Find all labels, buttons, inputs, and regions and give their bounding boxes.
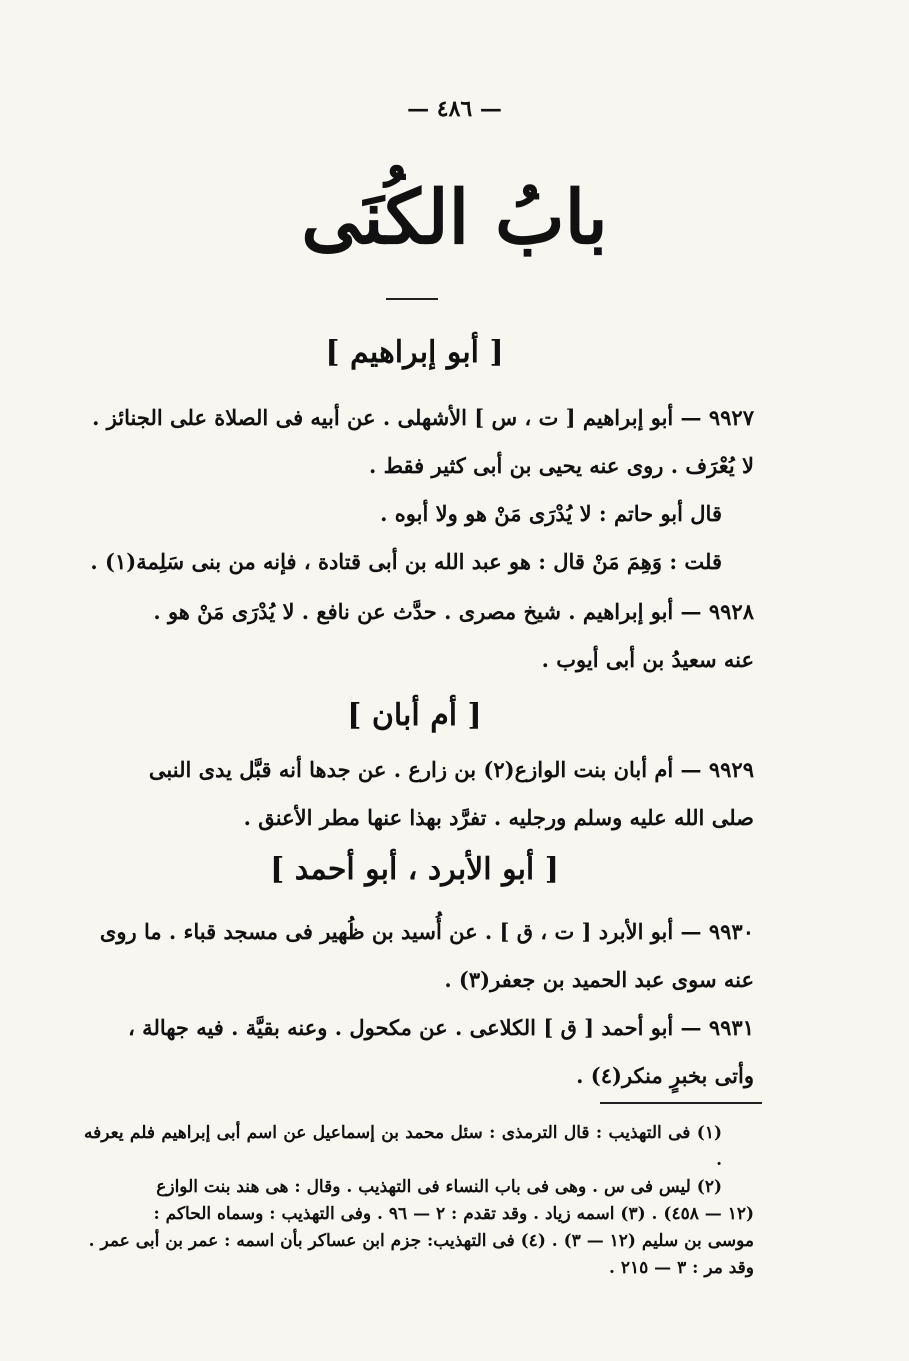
section-heading-umm-aban: [ أم أبان ]: [347, 698, 482, 733]
footnote-line: (١٢ — ٤٥٨) . (٣) اسمه زياد . وقد تقدم : ٢ — ٩٦ . وفى التهذيب : وسماه الحاكم :: [153, 1204, 754, 1224]
footnote-divider: [600, 1102, 762, 1104]
section-heading-abu-ibrahim: [ أبو إبراهيم ]: [325, 335, 504, 370]
entry-9928: [84, 588, 754, 684]
footnotes: [84, 1120, 754, 1282]
entry-line: قال أبو حاتم : لا يُدْرَى مَنْ هو ولا أبوه .: [380, 501, 722, 526]
entry-line: قلت : وَهِمَ مَنْ قال : هو عبد الله بن أبى قتادة ، فإنه من بنى سَلِمة(١) .: [90, 549, 722, 574]
entry-line: ٩٩٣٠ — أبو الأبرد [ ت ، ق ] . عن أُسيد بن ظُهير فى مسجد قباء . ما روى: [99, 919, 754, 944]
footnote-line: (٢) ليس فى س . وهى فى باب النساء فى التهذيب . وقال : هى هند بنت الوازع: [156, 1177, 722, 1197]
entry-line: عنه سعيدُ بن أبى أيوب .: [541, 647, 754, 672]
entry-line: ٩٩٢٧ — أبو إبراهيم [ ت ، س ] الأشهلى . عن أبيه فى الصلاة على الجنائز .: [92, 405, 754, 430]
entry-line: وأتى بخبرٍ منكر(٤) .: [576, 1063, 754, 1088]
entry-line: ٩٩٣١ — أبو أحمد [ ق ] الكلاعى . عن مكحول . وعنه بقيَّة . فيه جهالة ،: [128, 1015, 754, 1040]
page-number: — ٤٨٦ —: [407, 96, 502, 122]
footnote-line: موسى بن سليم (١٢ — ٣) . (٤) فى التهذيب: جزم ابن عساكر بأن اسمه : عمر بن أبى عمر .: [88, 1231, 754, 1251]
entry-9929: [84, 746, 754, 842]
entry-9931: [84, 1004, 754, 1100]
entry-9927: [84, 394, 754, 586]
title-divider: [386, 298, 438, 300]
entry-line: ٩٩٢٨ — أبو إبراهيم . شيخ مصرى . حدَّث عن نافع . لا يُدْرَى مَنْ هو .: [153, 599, 754, 624]
entry-line: لا يُعْرَف . روى عنه يحيى بن أبى كثير فقط .: [369, 453, 754, 478]
chapter-title: بابُ الكُنَى: [301, 175, 608, 261]
footnote-line: وقد مر : ٣ — ٢١٥ .: [608, 1258, 754, 1278]
entry-line: عنه سوى عبد الحميد بن جعفر(٣) .: [444, 967, 754, 992]
entry-line: ٩٩٢٩ — أم أبان بنت الوازع(٢) بن زارع . عن جدها أنه قبَّل يدى النبى: [148, 757, 754, 782]
footnote-line: (١) فى التهذيب : قال الترمذى : سئل محمد بن إسماعيل عن اسم أبى إبراهيم فلم يعرفه .: [84, 1123, 722, 1170]
entry-9930: [84, 908, 754, 1004]
section-heading-abu-al-abrad: [ أبو الأبرد ، أبو أحمد ]: [270, 852, 559, 887]
entry-line: صلى الله عليه وسلم ورجليه . تفرَّد بهذا عنها مطر الأعنق .: [243, 805, 754, 830]
